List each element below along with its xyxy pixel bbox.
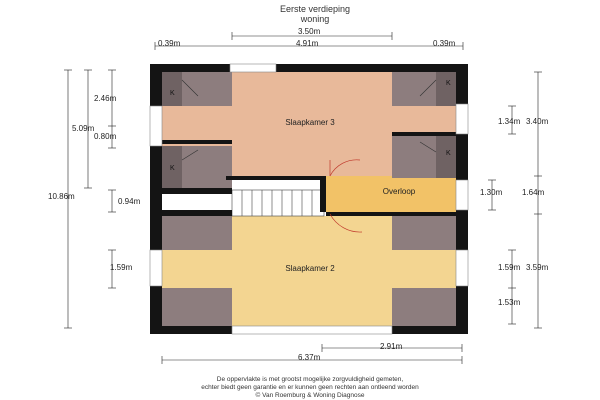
floor-subtitle: woning xyxy=(300,14,330,24)
dim-left-246: 2.46m xyxy=(94,94,117,103)
room-label-overloop: Overloop xyxy=(382,187,416,196)
dim-right-340: 3.40m xyxy=(526,117,549,126)
closet-label: K xyxy=(446,80,451,87)
dim-left-159: 1.59m xyxy=(110,263,133,272)
dim-bottom-637: 6.37m xyxy=(298,353,321,362)
dim-top-350: 3.50m xyxy=(298,27,321,36)
closet-label: K xyxy=(446,150,451,157)
closet-label: K xyxy=(170,165,175,172)
disclaimer-line-2: echter biedt geen garantie en er kunnen geen rechten aan ontleend worden xyxy=(201,384,419,391)
room-label-slaapkamer-2: Slaapkamer 2 xyxy=(285,264,335,273)
dim-right-359: 3.59m xyxy=(526,263,549,272)
dim-right-164: 1.64m xyxy=(522,188,545,197)
copyright-line: © Van Roemburg & Woning Diagnose xyxy=(255,392,365,399)
dim-top-039-right: 0.39m xyxy=(433,39,456,48)
dim-right-130: 1.30m xyxy=(480,188,503,197)
dim-left-080: 0.80m xyxy=(94,132,117,141)
staircase xyxy=(232,190,324,216)
disclaimer-line-1: De oppervlakte is met grootst mogelijke zorgvuldigheid gemeten, xyxy=(216,376,404,383)
dim-right-153: 1.53m xyxy=(498,298,521,307)
dim-right-134: 1.34m xyxy=(498,117,521,126)
dim-left-509: 5.09m xyxy=(72,124,95,133)
closet-label: K xyxy=(170,90,175,97)
dim-top-039-left: 0.39m xyxy=(158,39,181,48)
floor-title: Eerste verdieping xyxy=(279,4,351,14)
dim-bottom-291: 2.91m xyxy=(380,342,403,351)
room-label-slaapkamer-3: Slaapkamer 3 xyxy=(285,118,335,127)
dim-right-159: 1.59m xyxy=(498,263,521,272)
dim-top-491: 4.91m xyxy=(296,39,319,48)
dim-left-094: 0.94m xyxy=(118,197,141,206)
dim-left-1086: 10.86m xyxy=(48,192,75,201)
